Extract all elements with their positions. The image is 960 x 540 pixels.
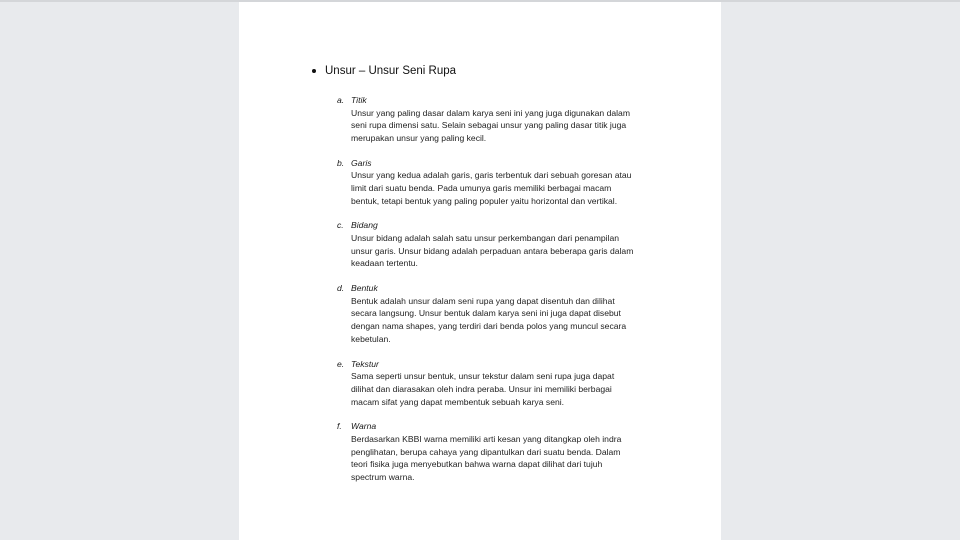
bullet-icon [312,69,316,73]
document-viewer[interactable] [0,2,960,540]
body-line: Unsur bidang adalah salah satu unsur perkembangan dari penampilan [351,233,620,243]
body-line: unsur garis. Unsur bidang adalah perpaduan antara beberapa garis dalam [351,245,634,256]
section-heading-text: Unsur – Unsur Seni Rupa [325,65,457,77]
list-item-body [351,169,661,207]
list-item-body [351,295,661,346]
body-line: Unsur yang kedua adalah garis, garis terbentuk dari sebuah goresan atau [351,170,632,181]
list-marker: a. [337,95,345,105]
body-line: penglihatan, berupa cahaya yang dipantulkan dari suatu benda. Dalam [351,446,621,457]
list-item-body [351,433,661,484]
list-item [337,94,671,145]
body-line: seni rupa dimensi satu. Selain sebagai unsur yang paling dasar titik juga [351,120,627,131]
list-item [337,358,671,409]
body-line: teori fisika juga menyebutkan bahwa warna dapat dilihat dari tujuh [351,459,603,470]
list-item [337,420,671,483]
list-item-title: Bentuk [351,283,378,294]
body-line: limit dari suatu benda. Pada umunya garis memiliki berbagai macam [351,183,612,193]
list-item [337,219,671,270]
body-line: keadaan tertentu. [351,258,418,269]
list-marker: d. [337,283,345,294]
section-heading [311,64,671,78]
list-item-body [351,107,661,145]
body-line: secara langsung. Unsur bentuk dalam karya seni ini juga dapat disebut [351,308,621,319]
list-item-title: Bidang [351,220,378,231]
body-line: Berdasarkan KBBI warna memiliki arti kesan yang ditangkap oleh indra [351,433,622,444]
body-line: bentuk, tetapi bentuk yang paling populer yaitu horizontal dan vertikal. [351,195,618,206]
list-item-title: Warna [351,421,377,432]
list-marker: b. [337,157,345,168]
list-item [337,282,671,345]
list-item [337,157,671,208]
body-line: dilihat dan diarasakan oleh indra peraba. Unsur ini memiliki berbagai [351,383,612,394]
list-marker: f. [337,421,342,432]
element-list [337,94,671,484]
list-item-title: Garis [351,157,372,168]
list-item-body [351,370,661,408]
body-line: macam sifat yang dapat membentuk sebuah karya seni. [351,396,565,407]
list-marker: c. [337,220,344,231]
list-item-body [351,232,661,270]
list-item-title: Tekstur [351,358,379,369]
body-line: Unsur yang paling dasar dalam karya seni ini yang juga digunakan dalam [351,107,630,118]
document-page [239,2,721,540]
body-line: Bentuk adalah unsur dalam seni rupa yang dapat disentuh dan dilihat [351,295,615,306]
list-item-title: Titik [351,95,367,105]
body-line: kebetulan. [351,333,391,344]
body-line: spectrum warna. [351,471,415,482]
page-content [311,64,671,496]
body-line: dengan nama shapes, yang terdiri dari benda polos yang muncul secara [351,321,627,332]
list-marker: e. [337,358,345,369]
body-line: merupakan unsur yang paling kecil. [351,133,487,143]
body-line: Sama seperti unsur bentuk, unsur tekstur dalam seni rupa juga dapat [351,371,615,382]
